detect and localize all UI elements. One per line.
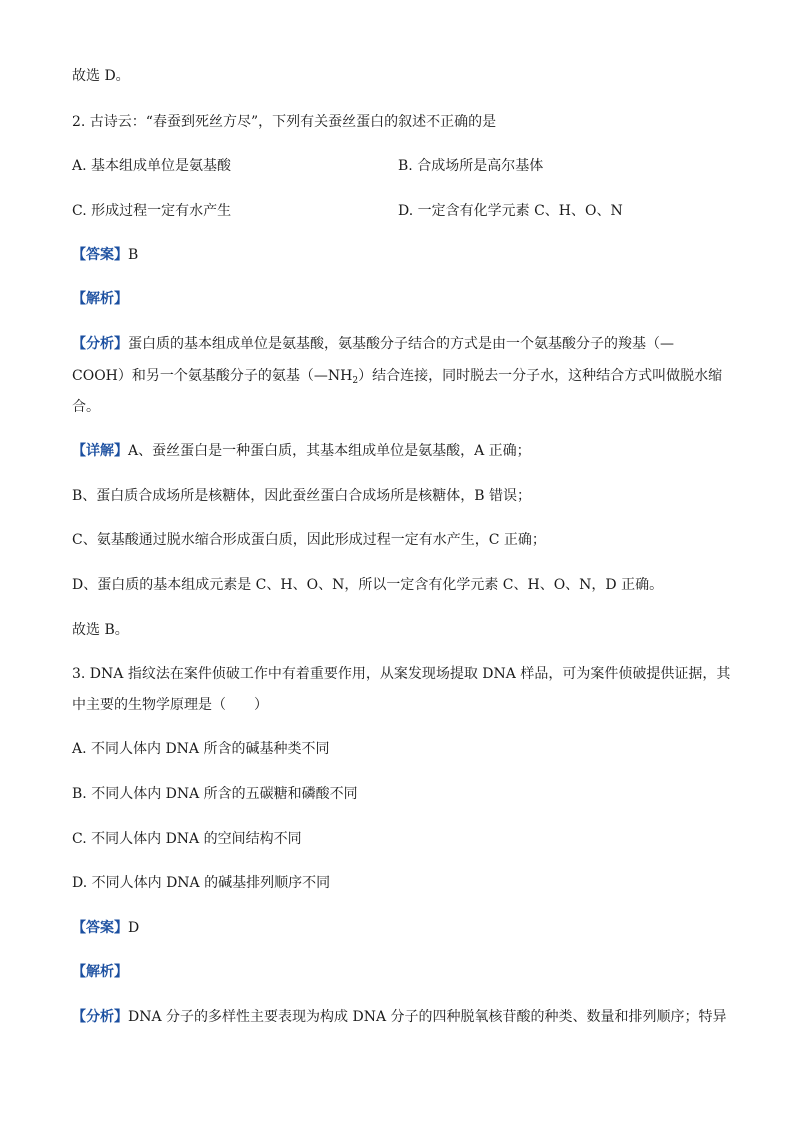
subscript: 2	[352, 376, 359, 386]
answer-label: 【答案】	[72, 247, 128, 263]
q2-detail-c: C、氨基酸通过脱水缩合形成蛋白质，因此形成过程一定有水产生，C 正确；	[72, 532, 546, 548]
q2-fenxi-line3: 合。	[72, 399, 100, 415]
q2-detail-a	[72, 441, 531, 461]
prev-conclusion: 故选 D。	[72, 68, 130, 84]
q2-fenxi-line2	[72, 366, 722, 391]
q3-option-b: B. 不同人体内 DNA 所含的五碳糖和磷酸不同	[72, 786, 358, 802]
q2-fenxi-line1	[72, 334, 674, 354]
analysis-label: 【解析】	[72, 291, 128, 307]
q2-detail-d: D、蛋白质的基本组成元素是 C、H、O、N，所以一定含有化学元素 C、H、O、N，D 正确。	[72, 577, 664, 593]
q2-option-b: B. 合成场所是高尔基体	[398, 158, 544, 174]
q3-answer	[72, 918, 139, 938]
fenxi-text: DNA 分子的多样性主要表现为构成 DNA 分子的四种脱氧核苷酸的种类、数量和排列顺序；特异	[128, 1009, 727, 1025]
fenxi-label: 【分析】	[72, 1009, 128, 1025]
q2-answer	[72, 245, 138, 265]
analysis-label: 【解析】	[72, 964, 128, 980]
fenxi-text-a: COOH）和另一个氨基酸分子的氨基（—NH	[72, 368, 353, 384]
q2-stem: 2. 古诗云：“春蚕到死丝方尽”，下列有关蚕丝蛋白的叙述不正确的是	[72, 114, 497, 130]
answer-value: B	[128, 247, 139, 263]
q3-stem-line2: 中主要的生物学原理是（ ）	[72, 697, 268, 713]
q2-detail-b: B、蛋白质合成场所是核糖体，因此蚕丝蛋白合成场所是核糖体，B 错误；	[72, 488, 532, 504]
q3-stem-line1: 3. DNA 指纹法在案件侦破工作中有着重要作用，从案发现场提取 DNA 样品，可为案件侦破提供证据，其	[72, 666, 731, 682]
fenxi-text-b: ）结合连接，同时脱去一分子水，这种结合方式叫做脱水缩	[358, 368, 723, 384]
q3-option-d: D. 不同人体内 DNA 的碱基排列顺序不同	[72, 875, 331, 891]
q2-option-c: C. 形成过程一定有水产生	[72, 203, 232, 219]
detail-label: 【详解】	[72, 443, 128, 459]
q2-option-a: A. 基本组成单位是氨基酸	[72, 158, 232, 174]
fenxi-text: 蛋白质的基本组成单位是氨基酸，氨基酸分子结合的方式是由一个氨基酸分子的羧基（—	[128, 336, 674, 352]
q3-fenxi-line1	[72, 1007, 727, 1027]
answer-label: 【答案】	[72, 920, 128, 936]
fenxi-label: 【分析】	[72, 336, 128, 352]
q2-conclusion: 故选 B。	[72, 622, 129, 638]
q2-analysis-label	[72, 289, 128, 309]
q3-option-a: A. 不同人体内 DNA 所含的碱基种类不同	[72, 741, 330, 757]
answer-value: D	[128, 920, 140, 936]
q2-option-d: D. 一定含有化学元素 C、H、O、N	[398, 203, 623, 219]
q3-analysis-label	[72, 962, 128, 982]
q3-option-c: C. 不同人体内 DNA 的空间结构不同	[72, 831, 302, 847]
detail-text: A、蚕丝蛋白是一种蛋白质，其基本组成单位是氨基酸，A 正确；	[128, 443, 531, 459]
